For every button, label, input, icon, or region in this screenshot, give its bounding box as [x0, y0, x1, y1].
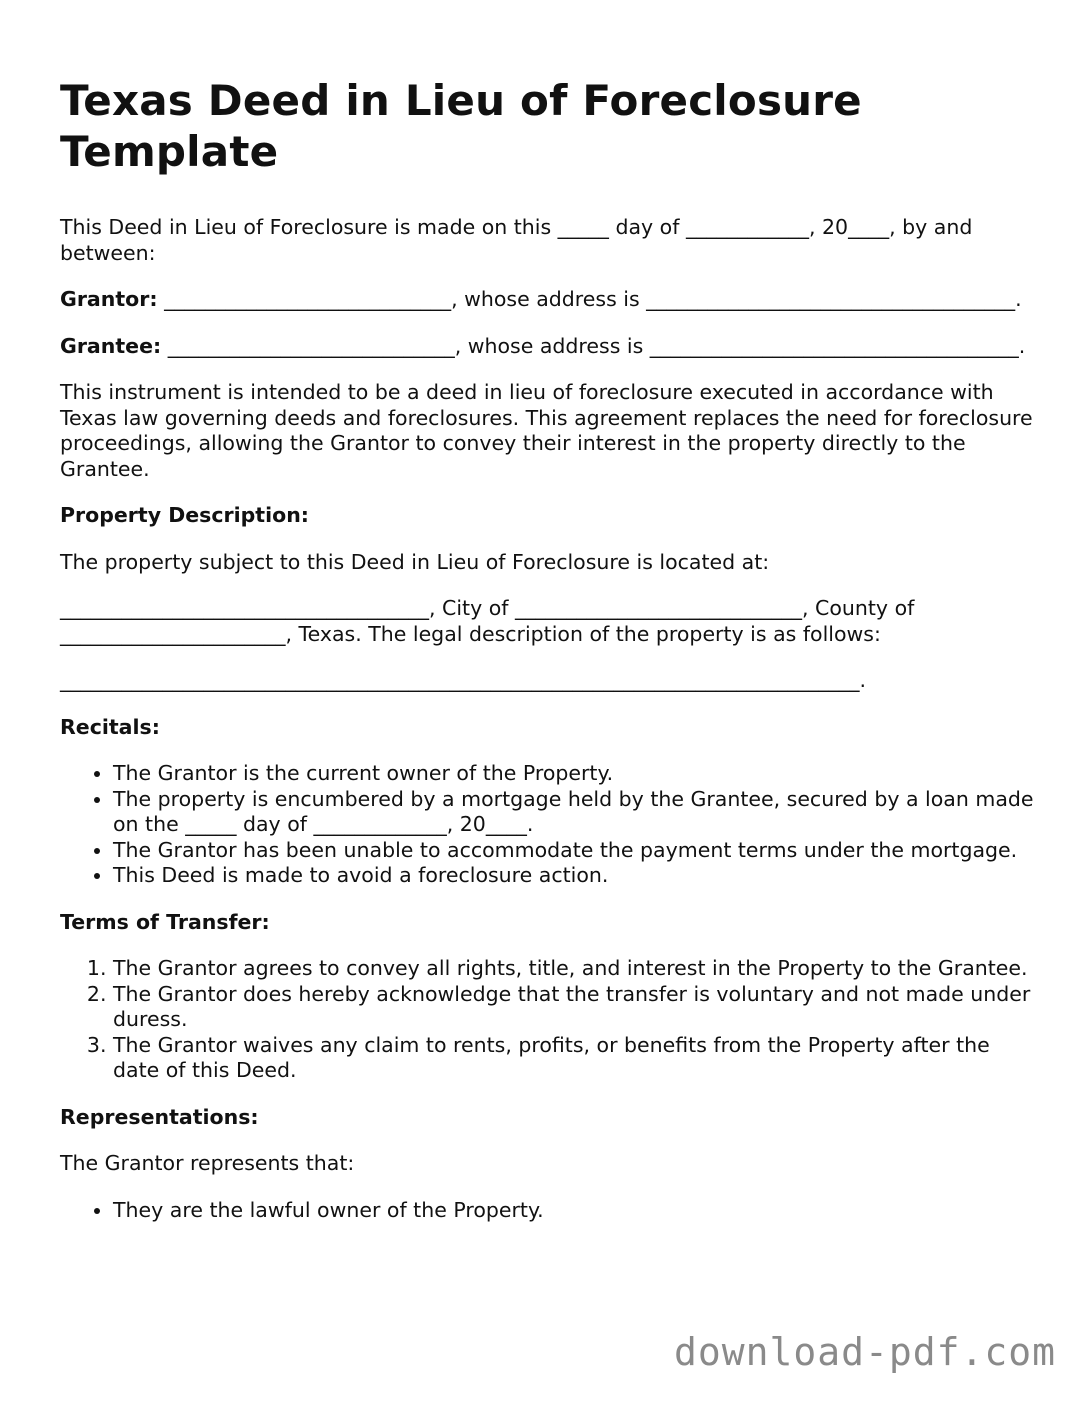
- grantee-label: Grantee:: [60, 333, 162, 358]
- list-item: • The Grantor has been unable to accommodate the payment terms under the mortgage.: [113, 838, 1035, 864]
- grantee-line: [60, 334, 1035, 360]
- intro-paragraph: This Deed in Lieu of Foreclosure is made on this _____ day of ____________, 20____, by and between:: [60, 215, 973, 265]
- grantor-label: Grantor:: [60, 287, 158, 311]
- instrument-paragraph: This instrument is intended to be a deed in lieu of foreclosure executed in accordance with Texas law governing deeds and foreclosures. This agreement replaces the need for foreclosure proceedings, allowing the Grantor to convey their interest in the property directly to the Grantee.: [60, 380, 1033, 481]
- grantor-text: ____________________________, whose address is ____________________________________.: [157, 287, 1022, 311]
- list-item: • The Grantor is the current owner of the Property.: [113, 761, 1035, 787]
- grantor-line: [60, 287, 1035, 313]
- terms-heading: Terms of Transfer:: [60, 909, 270, 934]
- representations-list: [60, 1198, 1035, 1224]
- list-item: • They are the lawful owner of the Property.: [113, 1198, 1035, 1224]
- property-located: The property subject to this Deed in Lieu of Foreclosure is located at:: [60, 549, 770, 574]
- property-address: ____________________________________, City of ____________________________, County of ______________________, Texas. The legal description of the property is as follows:: [60, 596, 915, 646]
- watermark: download-pdf.com: [673, 1330, 1056, 1374]
- list-item: 3. The Grantor waives any claim to rents, profits, or benefits from the Property after the date of this Deed.: [113, 1033, 1035, 1084]
- list-item: 1. The Grantor agrees to convey all rights, title, and interest in the Property to the Grantee.: [113, 956, 1035, 982]
- terms-list: [60, 956, 1035, 1084]
- property-heading: Property Description:: [60, 503, 309, 527]
- list-item: • This Deed is made to avoid a foreclosure action.: [113, 863, 1035, 889]
- recitals-list: [60, 761, 1035, 889]
- property-legal-description: ______________________________________________________________________________.: [60, 668, 867, 692]
- representations-intro: The Grantor represents that:: [60, 1151, 355, 1175]
- list-item: • The property is encumbered by a mortgage held by the Grantee, secured by a loan made on the _____ day of _____________, 20____.: [113, 787, 1035, 838]
- list-item: 2. The Grantor does hereby acknowledge that the transfer is voluntary and not made under duress.: [113, 982, 1035, 1033]
- recitals-heading: Recitals:: [60, 714, 160, 739]
- grantee-text: ____________________________, whose address is ____________________________________.: [161, 333, 1026, 358]
- document-title: Texas Deed in Lieu of Foreclosure Template: [60, 76, 862, 176]
- document-page: [60, 72, 1035, 1244]
- representations-heading: Representations:: [60, 1104, 259, 1129]
